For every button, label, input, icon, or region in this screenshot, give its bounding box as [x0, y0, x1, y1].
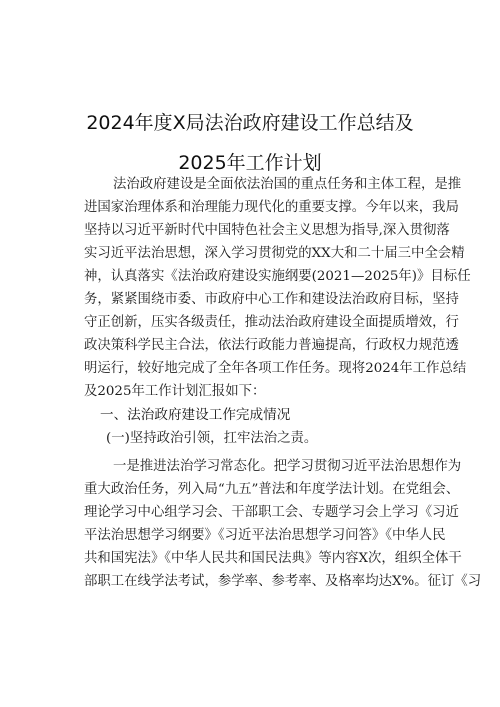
intro-line-7: 守正创新，压实各级责任，推动法治政府建设全面提质增效，行: [84, 315, 459, 330]
body-line-5: 共和国宪法》《中华人民共和国民法典》等内容X次，组织全体干: [84, 551, 462, 566]
intro-line-9: 明运行，较好地完成了全年各项工作任务。现将2024年工作总结: [84, 361, 467, 376]
body-line-3: 理论学习中心组学习会、干部职工会、专题学习会上学习《习近: [84, 505, 459, 520]
section-heading-1: 一、法治政府建设工作完成情况: [100, 407, 291, 423]
document-title-line-1: 2024年度X局法治政府建设工作总结及: [86, 112, 414, 134]
body-line-6: 部职工在线学法考试，参学率、参考率、及格率均达X%。征订《习: [84, 574, 482, 589]
intro-line-1: 法治政府建设是全面依法治国的重点任务和主体工程，是推: [113, 177, 462, 192]
body-line-1: 一是推进法治学习常态化。把学习贯彻习近平法治思想作为: [113, 459, 462, 474]
intro-line-8: 政决策科学民主合法，依法行政能力普遍提高，行政权力规范透: [84, 338, 459, 353]
intro-line-3: 坚持以习近平新时代中国特色社会主义思想为指导,深入贯彻落: [84, 223, 450, 238]
intro-line-6: 务，紧紧围绕市委、市政府中心工作和建设法治政府目标，坚持: [84, 292, 459, 307]
body-line-4: 平法治思想学习纲要》《习近平法治思想学习问答》《中华人民: [84, 528, 446, 543]
body-line-2: 重大政治任务，列入局“九五”普法和年度学法计划。在党组会、: [84, 482, 460, 497]
intro-line-4: 实习近平法治思想，深入学习贯彻党的XX大和二十届三中全会精: [84, 246, 465, 261]
intro-line-2: 进国家治理体系和治理能力现代化的重要支撑。今年以来，我局: [84, 200, 459, 215]
intro-line-10: 及2025年工作计划汇报如下：: [84, 384, 266, 399]
document-title-line-2: 2025年工作计划: [178, 152, 322, 174]
subsection-heading-1: (一)坚持政治引领，扛牢法治之责。: [106, 431, 318, 446]
intro-line-5: 神，认真落实《法治政府建设实施纲要(2021—2025年)》目标任: [84, 269, 471, 284]
